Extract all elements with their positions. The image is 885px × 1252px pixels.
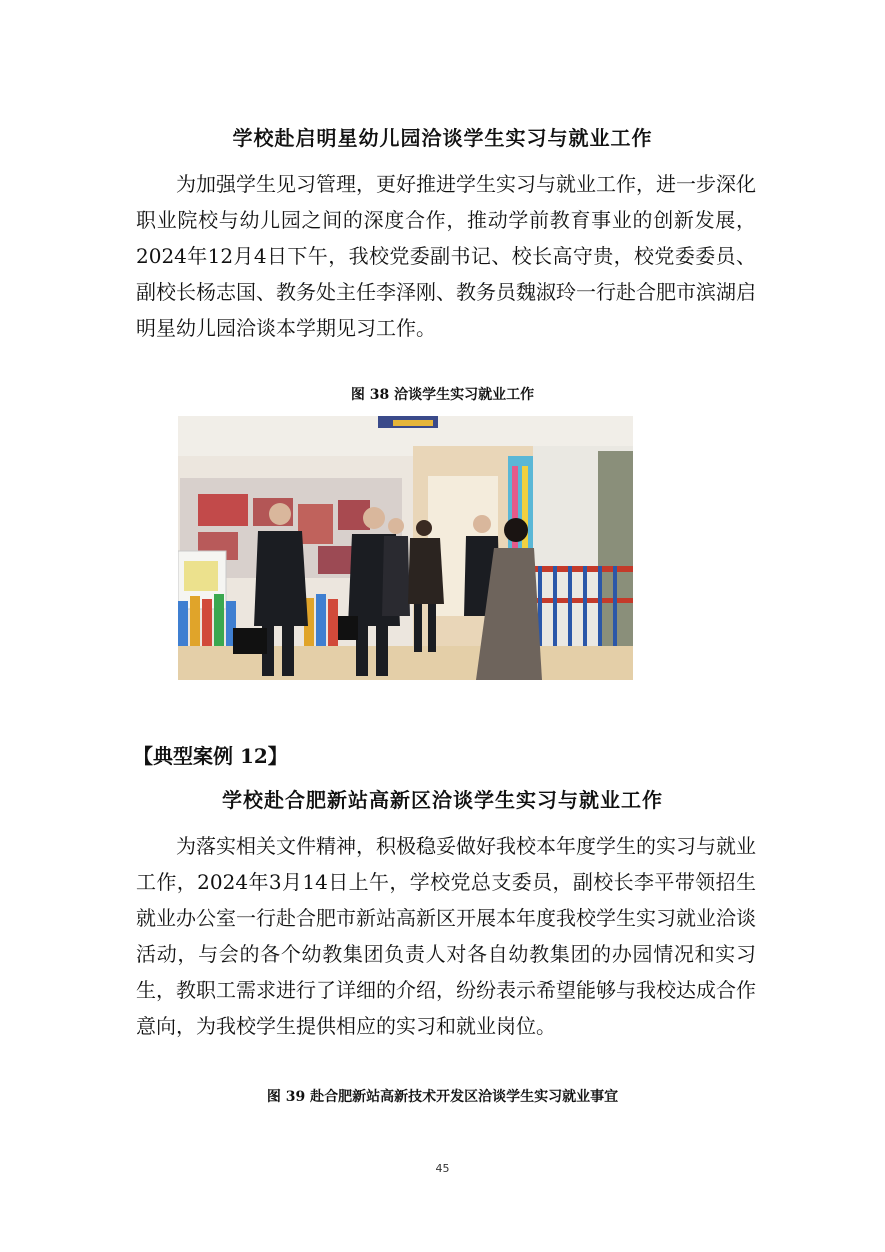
- figure-caption: 图 38 洽谈学生实习就业工作: [350, 387, 535, 403]
- section-paragraph: 为加强学生见习管理，更好推进学生实习与就业工作，进一步深化职业院校与幼儿园之间的深度合作，推动学前教育事业的创新发展，2024年12月4日下午，我校党委副书记、校长高守贵，校党委委员、副校长杨志国、教务处主任李泽刚、教务员魏淑玲一行赴合肥市滨湖启明星幼儿园洽谈本学期见习工作。: [136, 172, 756, 340]
- section-title: 学校赴合肥新站高新区洽谈学生实习与就业工作: [222, 788, 663, 812]
- figure-caption: 图 39 赴合肥新站高新技术开发区洽谈学生实习就业事宜: [266, 1089, 619, 1105]
- school-visit-photo: [178, 416, 633, 680]
- section-title: 学校赴启明星幼儿园洽谈学生实习与就业工作: [232, 126, 653, 150]
- case-label: 【典型案例 12】: [133, 744, 288, 768]
- page-number: 45: [435, 1162, 450, 1175]
- section-paragraph: 为落实相关文件精神，积极稳妥做好我校本年度学生的实习与就业工作，2024年3月14日上午，学校党总支委员，副校长李平带领招生就业办公室一行赴合肥市新站高新区开展本年度我校学生实习就业洽谈活动，与会的各个幼教集团负责人对各自幼教集团的办园情况和实习生，教职工需求进行了详细的介绍，纷纷表示希望能够与我校达成合作意向，为我校学生提供相应的实习和就业岗位。: [136, 834, 756, 1038]
